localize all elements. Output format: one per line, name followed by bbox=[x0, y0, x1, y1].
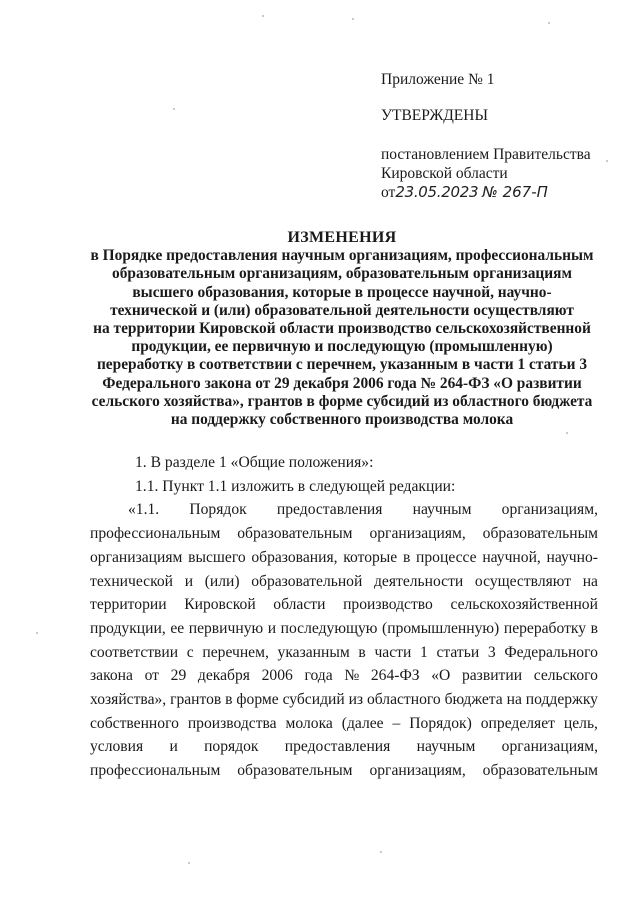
quote-word: «О bbox=[431, 667, 451, 685]
quote-word: научно- bbox=[546, 548, 598, 566]
quote-word: бюджета bbox=[444, 691, 503, 709]
quote-word: на bbox=[506, 691, 522, 709]
decree-line-1: постановлением Правительства bbox=[381, 146, 591, 163]
quote-word: от bbox=[144, 667, 159, 685]
title-line: на поддержку собственного производства молока bbox=[170, 411, 514, 429]
quote-word: 29 bbox=[170, 667, 187, 685]
quote-word: предоставления bbox=[284, 738, 391, 756]
title-line: сельского хозяйства», грантов в форме субсидий из областного бюджета bbox=[91, 392, 593, 410]
quote-word: 1 bbox=[419, 643, 428, 661]
quote-word: декабря bbox=[197, 667, 250, 685]
approved-label: УТВЕРЖДЕНЫ bbox=[381, 107, 488, 124]
quote-word: 3 bbox=[487, 643, 496, 661]
quote-word: и bbox=[184, 572, 194, 590]
quote-word: 2006 bbox=[261, 667, 293, 685]
quote-word: № bbox=[344, 667, 360, 685]
quote-word: порядок bbox=[204, 738, 259, 756]
quote-line bbox=[90, 498, 598, 522]
appendix-label: Приложение № 1 bbox=[381, 71, 495, 88]
quote-word: ее bbox=[170, 619, 185, 637]
quote-line bbox=[90, 641, 598, 665]
quote-line bbox=[90, 546, 598, 570]
quote-word: первичную bbox=[188, 619, 264, 637]
quote-word: и bbox=[169, 738, 178, 756]
quote-word: в bbox=[402, 548, 411, 566]
quote-word: условия bbox=[90, 738, 144, 756]
quote-word: последующую bbox=[280, 619, 378, 637]
quote-word: собственного bbox=[90, 714, 179, 732]
quote-word: определяет bbox=[480, 714, 555, 732]
quote-word: образования, bbox=[251, 548, 338, 566]
decree-line-2: Кировской области bbox=[381, 165, 508, 182]
paragraph-item-1-1: 1.1. Пункт 1.1 изложить в следующей редакции: bbox=[135, 477, 456, 495]
quote-word: перечнем, bbox=[202, 643, 269, 661]
quote-line bbox=[90, 664, 598, 688]
quote-line bbox=[90, 570, 598, 594]
quote-word: которые bbox=[343, 548, 398, 566]
quote-word: развитии bbox=[461, 667, 523, 685]
quote-word: с bbox=[186, 643, 194, 661]
approval-block bbox=[381, 70, 621, 202]
paragraph-section-1: 1. В разделе 1 «Общие положения»: bbox=[135, 454, 374, 471]
quote-word: года bbox=[304, 667, 333, 685]
quote-word: сельского bbox=[533, 667, 598, 685]
quote-word: в bbox=[590, 619, 598, 637]
quote-word: процессе bbox=[416, 548, 477, 566]
quote-line bbox=[90, 593, 598, 617]
quote-word: грантов bbox=[170, 691, 222, 709]
quote-word: 264-ФЗ bbox=[370, 667, 420, 685]
quote-word: части bbox=[374, 643, 412, 661]
scan-speck bbox=[262, 15, 264, 17]
quote-word: соответствии bbox=[90, 643, 179, 661]
quote-word: областного bbox=[366, 691, 441, 709]
scan-speck bbox=[36, 632, 38, 634]
quote-word: области bbox=[273, 596, 326, 614]
quote-word: организациям, bbox=[501, 501, 598, 519]
quote-word: форме bbox=[236, 691, 279, 709]
quote-word: территории bbox=[90, 596, 167, 614]
title-line: Федерального закона от 29 декабря 2006 года № 264-ФЗ «О развитии bbox=[102, 374, 582, 392]
scan-speck bbox=[566, 432, 568, 434]
quote-word: закона bbox=[90, 667, 133, 685]
quote-word: научной, bbox=[482, 548, 541, 566]
quote-word: профессиональным bbox=[90, 762, 221, 780]
quote-word: в bbox=[358, 643, 366, 661]
quote-line bbox=[90, 688, 598, 712]
quote-word: переработку bbox=[503, 619, 587, 637]
title-line: на территории Кировской области производство сельскохозяйственной bbox=[93, 320, 591, 338]
quote-word: субсидий bbox=[282, 691, 345, 709]
quote-word: (далее bbox=[341, 714, 384, 732]
quote-word: Кировской bbox=[184, 596, 256, 614]
quote-word: Порядок bbox=[189, 501, 247, 519]
handwritten-date: 23.05.2023 bbox=[395, 183, 479, 201]
quote-word: на bbox=[582, 572, 598, 590]
quote-word: образовательным bbox=[237, 525, 353, 543]
quote-word: цель, bbox=[563, 714, 598, 732]
quote-line bbox=[90, 617, 598, 641]
document-title bbox=[68, 229, 616, 429]
quote-word: из bbox=[348, 691, 364, 709]
quote-word: осуществляют bbox=[474, 572, 572, 590]
quote-word: и bbox=[267, 619, 277, 637]
title-line: высшего образования, которые в процессе научной, научно- bbox=[132, 283, 552, 301]
quote-word: статьи bbox=[436, 643, 480, 661]
quote-line bbox=[90, 759, 598, 783]
scan-speck bbox=[352, 18, 354, 20]
quote-word: производство bbox=[343, 596, 433, 614]
quote-word: высшего bbox=[188, 548, 246, 566]
scan-speck bbox=[548, 22, 550, 24]
title-line: в Порядке предоставления научным организациям, профессиональным bbox=[90, 247, 594, 265]
quote-word: образовательным bbox=[482, 762, 598, 780]
quote-word: продукции, bbox=[90, 619, 166, 637]
quote-word: организациям, bbox=[369, 762, 466, 780]
quote-word: – bbox=[392, 714, 401, 732]
body-text bbox=[90, 451, 598, 783]
quote-word: хозяйства», bbox=[90, 691, 167, 709]
quote-word: поддержку bbox=[525, 691, 598, 709]
quote-word: деятельности bbox=[373, 572, 464, 590]
quote-word: предоставления bbox=[276, 501, 383, 519]
quote-word: образовательной bbox=[251, 572, 363, 590]
quote-word: научным bbox=[416, 738, 476, 756]
quote-word: (или) bbox=[204, 572, 240, 590]
quote-word: профессиональным bbox=[90, 525, 221, 543]
title-heading: ИЗМЕНЕНИЯ bbox=[287, 229, 397, 246]
scan-speck bbox=[380, 851, 382, 853]
decree-date-line bbox=[381, 183, 621, 202]
title-line: образовательным организациям, образовательным организациям bbox=[112, 265, 572, 283]
quote-word: производства bbox=[187, 714, 277, 732]
quote-word: в bbox=[225, 691, 233, 709]
quote-line bbox=[90, 712, 598, 736]
quote-word: технической bbox=[90, 572, 174, 590]
title-line: технической и (или) образовательной деятельности осуществляют bbox=[110, 301, 574, 319]
title-line: переработку в соответствии с перечнем, указанным в части 1 статьи 3 bbox=[96, 356, 588, 374]
quote-line bbox=[90, 522, 598, 546]
quote-word: организациям, bbox=[369, 525, 466, 543]
quote-word: научным bbox=[412, 501, 472, 519]
quote-word: Федерального bbox=[504, 643, 598, 661]
quote-word: организациям bbox=[90, 548, 183, 566]
date-prefix: от bbox=[381, 184, 396, 201]
quote-line bbox=[90, 735, 598, 759]
quote-word: молока bbox=[285, 714, 333, 732]
quote-word: сельскохозяйственной bbox=[450, 596, 598, 614]
quote-word: (промышленную) bbox=[382, 619, 500, 637]
handwritten-number: № 267-П bbox=[482, 183, 548, 201]
quote-word: Порядок) bbox=[409, 714, 472, 732]
quote-word: образовательным bbox=[482, 525, 598, 543]
title-line: продукции, ее первичную и последующую (промышленную) bbox=[131, 338, 553, 356]
quote-word: организациям, bbox=[501, 738, 598, 756]
quote-word: «1.1. bbox=[128, 501, 160, 519]
quote-word: образовательным bbox=[237, 762, 353, 780]
quote-word: указанным bbox=[277, 643, 350, 661]
scan-speck bbox=[188, 862, 190, 864]
scan-speck bbox=[173, 108, 175, 110]
